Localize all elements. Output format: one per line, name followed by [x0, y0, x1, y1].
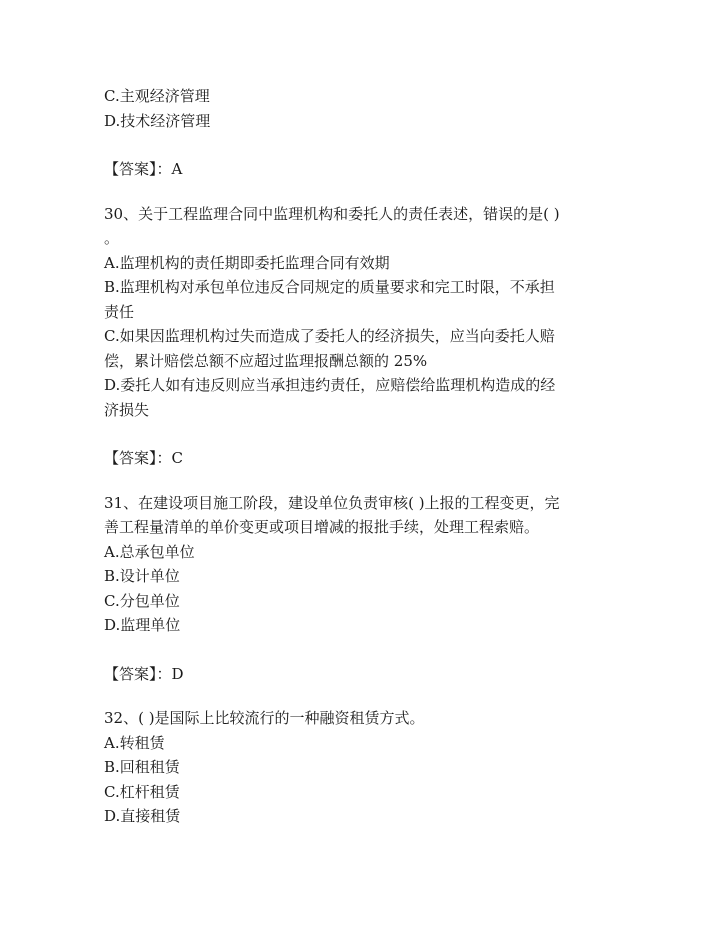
answer-30: 【答案】：C: [104, 449, 183, 467]
question-31-option-c: C.分包单位: [104, 591, 180, 610]
question-32-option-a: A.转租赁: [104, 733, 165, 752]
question-30-stem: 30、关于工程监理合同中监理机构和委托人的责任表述，错误的是( ): [104, 204, 560, 223]
answer-29: 【答案】：A: [104, 160, 183, 178]
question-30-option-c: C.如果因监理机构过失而造成了委托人的经济损失，应当向委托人赔: [104, 327, 555, 345]
question-31-option-d: D.监理单位: [104, 616, 181, 634]
question-30-option-b-cont: 责任: [104, 302, 135, 321]
exam-page: [104, 84, 624, 829]
question-32-option-b: B.回租租赁: [104, 758, 180, 776]
question-31-option-a: A.总承包单位: [104, 542, 195, 561]
question-30-option-d: D.委托人如有违反则应当承担违约责任，应赔偿给监理机构造成的经: [104, 376, 556, 394]
answer-31: 【答案】：D: [104, 664, 184, 683]
question-32-option-c: C.杠杆租赁: [104, 782, 180, 801]
question-30-option-a: A.监理机构的责任期即委托监理合同有效期: [104, 253, 390, 272]
question-30-option-d-cont: 济损失: [104, 400, 150, 419]
question-31-option-b: B.设计单位: [104, 567, 180, 585]
question-32-option-d: D.直接租赁: [104, 807, 181, 825]
question-30-stem-cont: 。: [104, 229, 120, 247]
option-c: C.主观经济管理: [104, 87, 210, 105]
question-32-stem: 32、( )是国际上比较流行的一种融资租赁方式。: [104, 709, 425, 727]
question-30-option-c-cont: 偿，累计赔偿总额不应超过监理报酬总额的 25%: [104, 351, 428, 370]
option-d: D.技术经济管理: [104, 111, 211, 130]
question-31-stem-cont: 善工程量清单的单价变更或项目增减的报批手续，处理工程索赔。: [104, 518, 540, 536]
question-30-option-b: B.监理机构对承包单位违反合同规定的质量要求和完工时限，不承担: [104, 278, 555, 296]
question-31-stem: 31、在建设项目施工阶段，建设单位负责审核( )上报的工程变更，完: [104, 493, 560, 512]
